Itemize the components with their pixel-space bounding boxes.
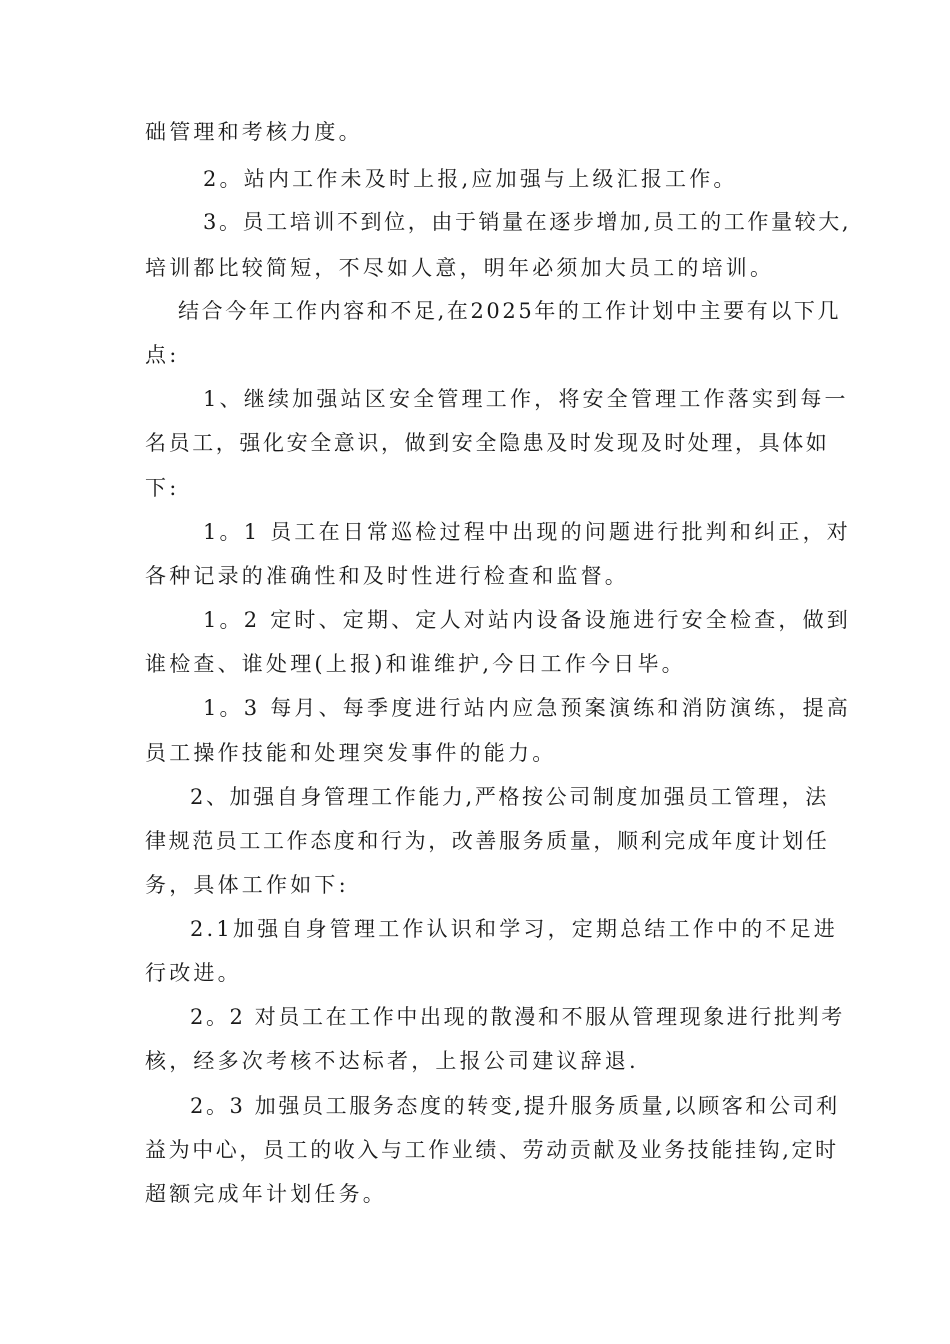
text-line: 益为中心，员工的收入与工作业绩、劳动贡献及业务技能挂钩,定时 xyxy=(145,1138,839,1162)
text-line: 各种记录的准确性和及时性进行检查和监督。 xyxy=(145,564,629,588)
text-line: 务，具体工作如下: xyxy=(145,873,349,897)
text-line: 础管理和考核力度。 xyxy=(145,120,363,144)
text-line: 2。站内工作未及时上报,应加强与上级汇报工作。 xyxy=(203,167,738,191)
text-line: 核，经多次考核不达标者，上报公司建议辞退. xyxy=(145,1049,639,1073)
text-line: 1。1 员工在日常巡检过程中出现的问题进行批判和纠正，对 xyxy=(203,520,851,544)
text-line: 3。员工培训不到位，由于销量在逐步增加,员工的工作量较大, xyxy=(203,210,852,234)
text-line: 行改进。 xyxy=(145,961,242,985)
text-line: 超额完成年计划任务。 xyxy=(145,1182,387,1206)
text-line: 点: xyxy=(145,343,180,367)
text-line: 2、加强自身管理工作能力,严格按公司制度加强员工管理，法 xyxy=(190,785,829,809)
text-line: 名员工，强化安全意识，做到安全隐患及时发现及时处理，具体如 xyxy=(145,431,830,455)
text-line: 1。3 每月、每季度进行站内应急预案演练和消防演练，提高 xyxy=(203,696,851,720)
text-line: 下: xyxy=(145,476,180,500)
text-line: 培训都比较简短，不尽如人意，明年必须加大员工的培训。 xyxy=(145,256,775,280)
text-line: 1。2 定时、定期、定人对站内设备设施进行安全检查，做到 xyxy=(203,608,851,632)
text-line: 1、继续加强站区安全管理工作，将安全管理工作落实到每一 xyxy=(203,387,849,411)
text-line: 2.1加强自身管理工作认识和学习，定期总结工作中的不足进 xyxy=(190,917,838,941)
text-line: 2。3 加强员工服务态度的转变,提升服务质量,以顾客和公司利 xyxy=(190,1094,840,1118)
text-line: 2。2 对员工在工作中出现的散漫和不服从管理现象进行批判考 xyxy=(190,1005,845,1029)
text-line: 结合今年工作内容和不足,在2025年的工作计划中主要有以下几 xyxy=(178,299,842,323)
text-line: 律规范员工工作态度和行为，改善服务质量，顺利完成年度计划任 xyxy=(145,829,830,853)
text-line: 员工操作技能和处理突发事件的能力。 xyxy=(145,741,557,765)
text-line: 谁检查、谁处理(上报)和谁维护,今日工作今日毕。 xyxy=(145,652,686,676)
